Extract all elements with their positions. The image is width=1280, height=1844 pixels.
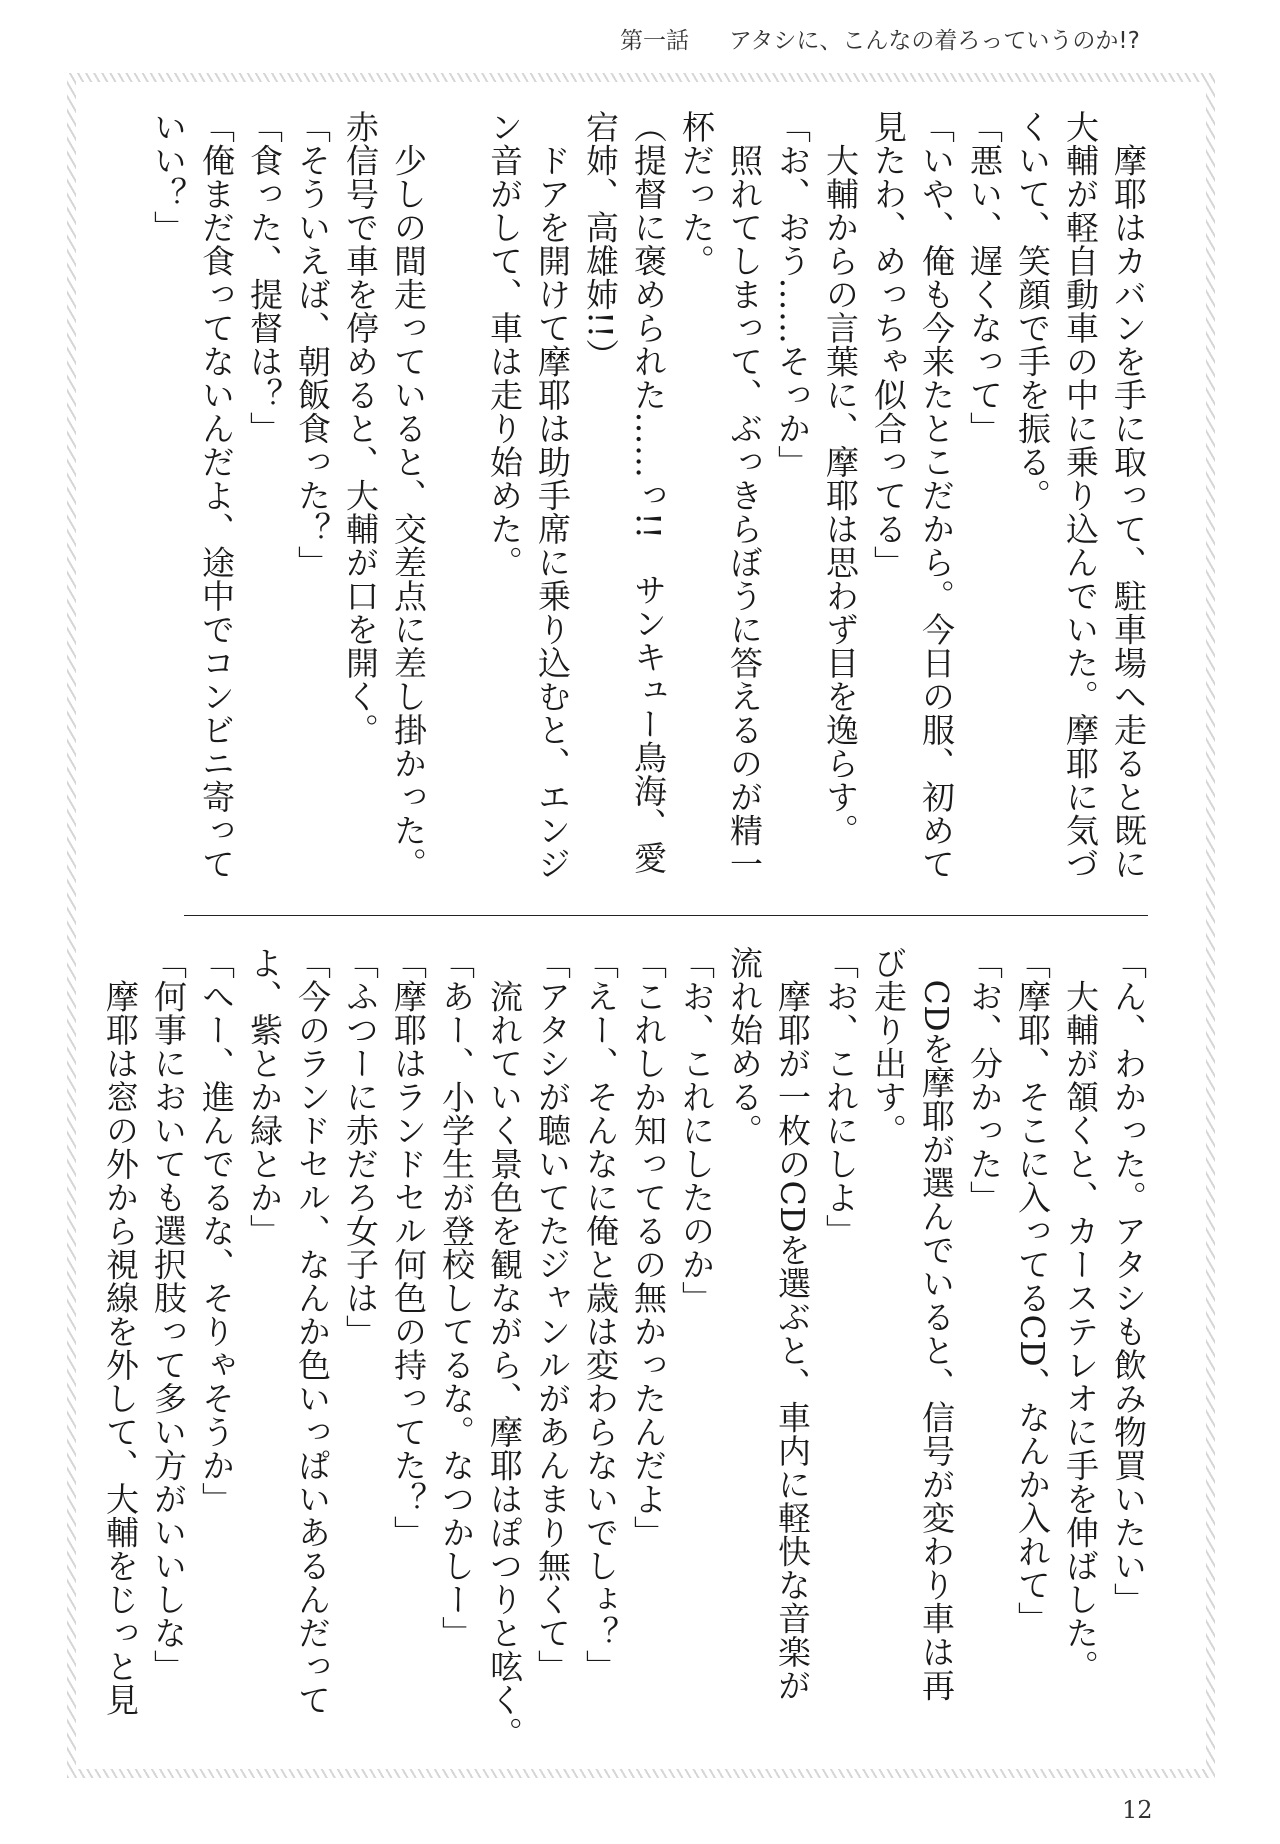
text-line: 流れていく景色を観ながら、摩耶はぽつりと呟く。 (485, 946, 524, 1750)
text-line: 「摩耶はランドセル何色の持ってた？」 (389, 946, 428, 1549)
text-line: （提督に褒められた……っ!! サンキュー鳥海、愛 (629, 110, 668, 875)
text-line: 大輔が軽自動車の中に乗り込んでいた。摩耶に気づ (1061, 110, 1100, 881)
text-line: 照れてしまって、ぶっきらぼうに答えるのが精一 (725, 110, 764, 881)
text-line: ン音がして、車は走り始めた。 (485, 110, 524, 579)
text-line: 「今のランドセル、なんか色いっぱいあるんだって (293, 946, 332, 1717)
text-line: 赤信号で車を停めると、大輔が口を開く。 (341, 110, 380, 747)
text-line: 宕姉、高雄姉!!） (581, 110, 620, 373)
text-line: 「食った、提督は？」 (245, 110, 284, 445)
running-header (620, 22, 1140, 55)
text-line: 摩耶はカバンを手に取って、駐車場へ走ると既に (1109, 110, 1148, 881)
text-line: 摩耶が一枚のCDを選ぶと、車内に軽快な音楽が (773, 946, 812, 1703)
text-line: 「お、分かった」 (965, 946, 1004, 1214)
text-line: 摩耶は窓の外から視線を外して、大輔をじっと見 (101, 946, 140, 1717)
chapter-title: アタシに、こんなの着ろっていうのか!? (729, 28, 1140, 54)
text-line: 「何事においても選択肢って多い方がいいしな」 (149, 946, 188, 1683)
upper-text-block (144, 110, 1152, 900)
page-number: 12 (1122, 1796, 1153, 1824)
text-line: 「いや、俺も今来たとこだから。今日の服、初めて (917, 110, 956, 881)
text-line: 少しの間走っていると、交差点に差し掛かった。 (389, 110, 428, 881)
text-line: いい？」 (149, 110, 188, 244)
chapter-label: 第一話 (620, 28, 689, 54)
text-line: 「お、これにしたのか」 (677, 946, 716, 1315)
text-line: 「ふつーに赤だろ女子は」 (341, 946, 380, 1348)
text-line: 「俺まだ食ってないんだよ、途中でコンビニ寄って (197, 110, 236, 881)
text-line: 「あー、小学生が登校してるな。なつかしー」 (437, 946, 476, 1650)
text-line: 「へー、進んでるな、そりゃそうか」 (197, 946, 236, 1516)
text-line: 「そういえば、朝飯食った？」 (293, 110, 332, 579)
text-line: CDを摩耶が選んでいると、信号が変わり車は再 (917, 946, 956, 1703)
text-line (432, 110, 480, 900)
text-line: 「これしか知ってるの無かったんだよ」 (629, 946, 668, 1549)
text-line: 「お、おう……そっか」 (773, 110, 812, 479)
text-line: 大輔からの言葉に、摩耶は思わず目を逸らす。 (821, 110, 860, 847)
text-line: 見たわ、めっちゃ似合ってる」 (869, 110, 908, 579)
text-line: 流れ始める。 (725, 946, 764, 1147)
text-line: 「アタシが聴いてたジャンルがあんまり無くて」 (533, 946, 572, 1683)
text-line: ドアを開けて摩耶は助手席に乗り込むと、エンジ (533, 110, 572, 881)
text-line: 「お、これにしよ」 (821, 946, 860, 1248)
text-line: くいて、笑顔で手を振る。 (1013, 110, 1052, 512)
text-line: 杯だった。 (677, 110, 716, 278)
text-line: 「えー、そんなに俺と歳は変わらないでしょ？」 (581, 946, 620, 1683)
text-line: 「悪い、遅くなって」 (965, 110, 1004, 445)
text-line: 大輔が頷くと、カーステレオに手を伸ばした。 (1061, 946, 1100, 1683)
lower-text-block (96, 946, 1152, 1750)
text-line: 「ん、わかった。アタシも飲み物買いたい」 (1109, 946, 1148, 1616)
section-divider (184, 915, 1148, 916)
text-line: よ、紫とか緑とか」 (245, 946, 284, 1248)
text-line: び走り出す。 (869, 946, 908, 1147)
text-line: 「摩耶、そこに入ってるCD、なんか入れて」 (1013, 946, 1052, 1636)
